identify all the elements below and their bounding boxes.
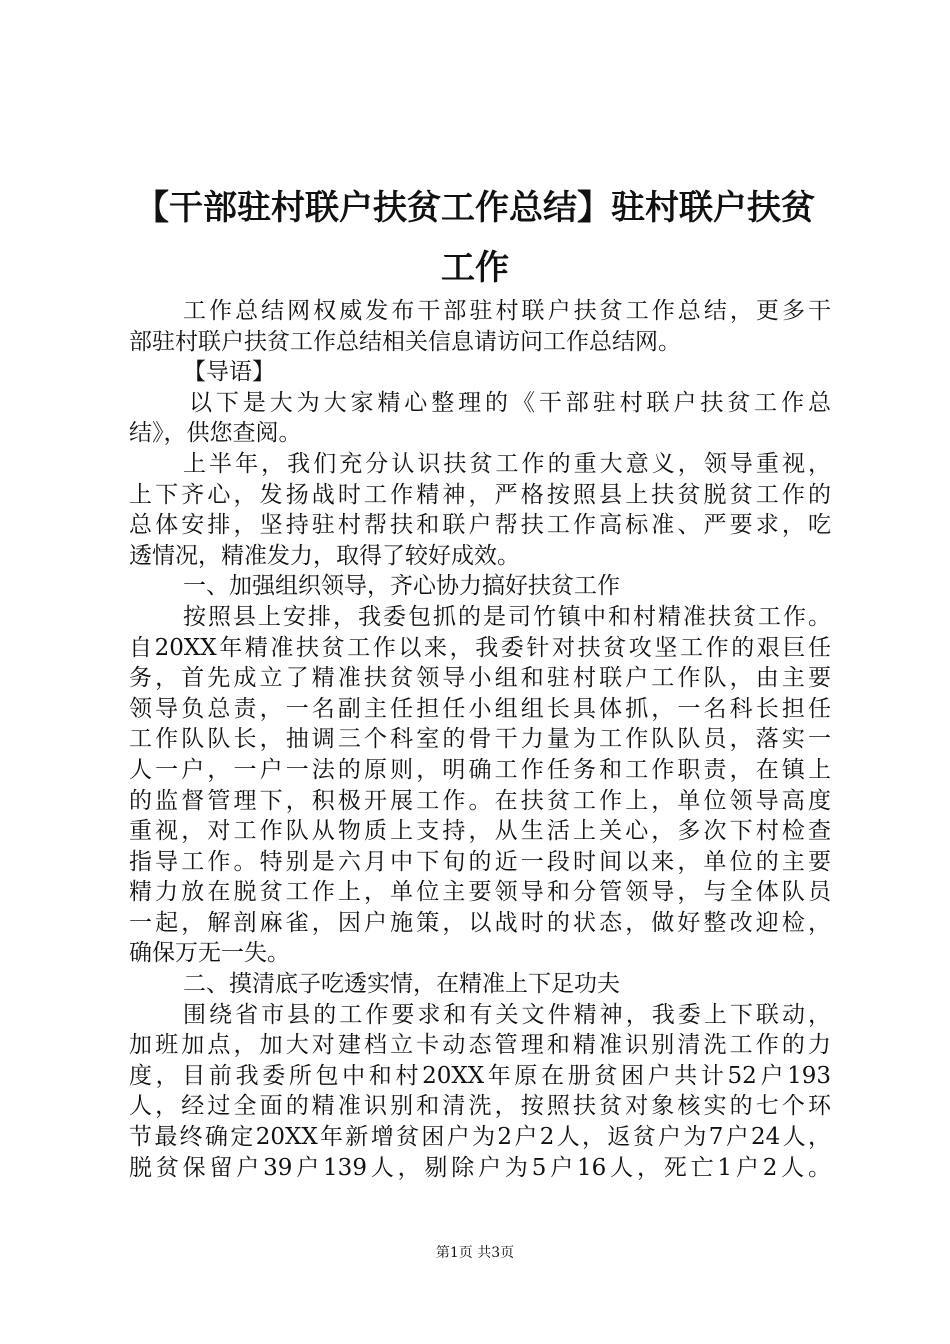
page-footer: 第1页 共3页 [435,1245,515,1261]
section-heading: 一、加强组织领导，齐心协力搞好扶贫工作 [183,573,620,600]
document-title-line1: 【干部驻村联户扶贫工作总结】驻村联户扶贫 [135,188,815,228]
body-line: 加班加点，加大对建档立卡动态管理和精准识别清洗工作的力 [129,1032,831,1059]
body-line: 工作队队长，抽调三个科室的骨干力量为工作队队员，落实一 [129,726,831,753]
body-line: 工作总结网权威发布干部驻村联户扶贫工作总结，更多干 [183,298,831,324]
body-line: 的监督管理下，积极开展工作。在扶贫工作上，单位领导高度 [129,787,831,814]
body-line: 围绕省市县的工作要求和有关文件精神，我委上下联动， [183,1001,831,1028]
body-line: 部驻村联户扶贫工作总结相关信息请访问工作总结网。 [129,328,681,355]
body-line: 领导负总责，一名副主任担任小组组长具体抓，一名科长担任 [129,695,831,722]
body-line: 务，首先成立了精准扶贫领导小组和驻村联户工作队，由主要 [129,665,831,692]
body-line: 以下是大为大家精心整理的《干部驻村联户扶贫工作总 [189,389,831,416]
body-line: 总体安排，坚持驻村帮扶和联户帮扶工作高标准、严要求，吃 [129,512,831,539]
body-line: 精力放在脱贫工作上，单位主要领导和分管领导，与全体队员 [129,879,831,906]
body-line: 重视，对工作队从物质上支持，从生活上关心，多次下村检查 [129,818,831,845]
section-heading: 二、摸清底子吃透实情，在精准上下足功夫 [183,971,620,998]
body-line: 人，经过全面的精准识别和清洗，按照扶贫对象核实的七个环 [129,1093,831,1120]
body-line: 度，目前我委所包中和村20XX年原在册贫困户共计52户193 [129,1062,831,1089]
body-line: 上半年，我们充分认识扶贫工作的重大意义，领导重视， [183,450,831,477]
document-body [129,296,831,1183]
body-line: 确保万无一失。 [129,940,290,967]
body-line: 脱贫保留户39户139人，剔除户为5户16人，死亡1户2人。 [129,1154,831,1181]
body-line: 透情况，精准发力，取得了较好成效。 [129,542,520,569]
document-title-line2: 工作 [441,248,509,288]
body-line: 人一户，一户一法的原则，明确工作任务和工作职责，在镇上 [129,756,831,783]
body-line: 指导工作。特别是六月中下旬的近一段时间以来，单位的主要 [129,848,831,875]
body-line: 一起，解剖麻雀，因户施策，以战时的状态，做好整改迎检， [129,909,831,936]
body-line: 结》，供您查阅。 [129,420,302,447]
body-line: 自20XX年精准扶贫工作以来，我委针对扶贫攻坚工作的艰巨任 [129,634,831,661]
body-line: 按照县上安排，我委包抓的是司竹镇中和村精准扶贫工作。 [183,603,831,630]
body-line: 上下齐心，发扬战时工作精神，严格按照县上扶贫脱贫工作的 [129,481,831,508]
body-line: 节最终确定20XX年新增贫困户为2户2人，返贫户为7户24人， [129,1124,831,1151]
body-line: 【导语】 [183,359,275,386]
